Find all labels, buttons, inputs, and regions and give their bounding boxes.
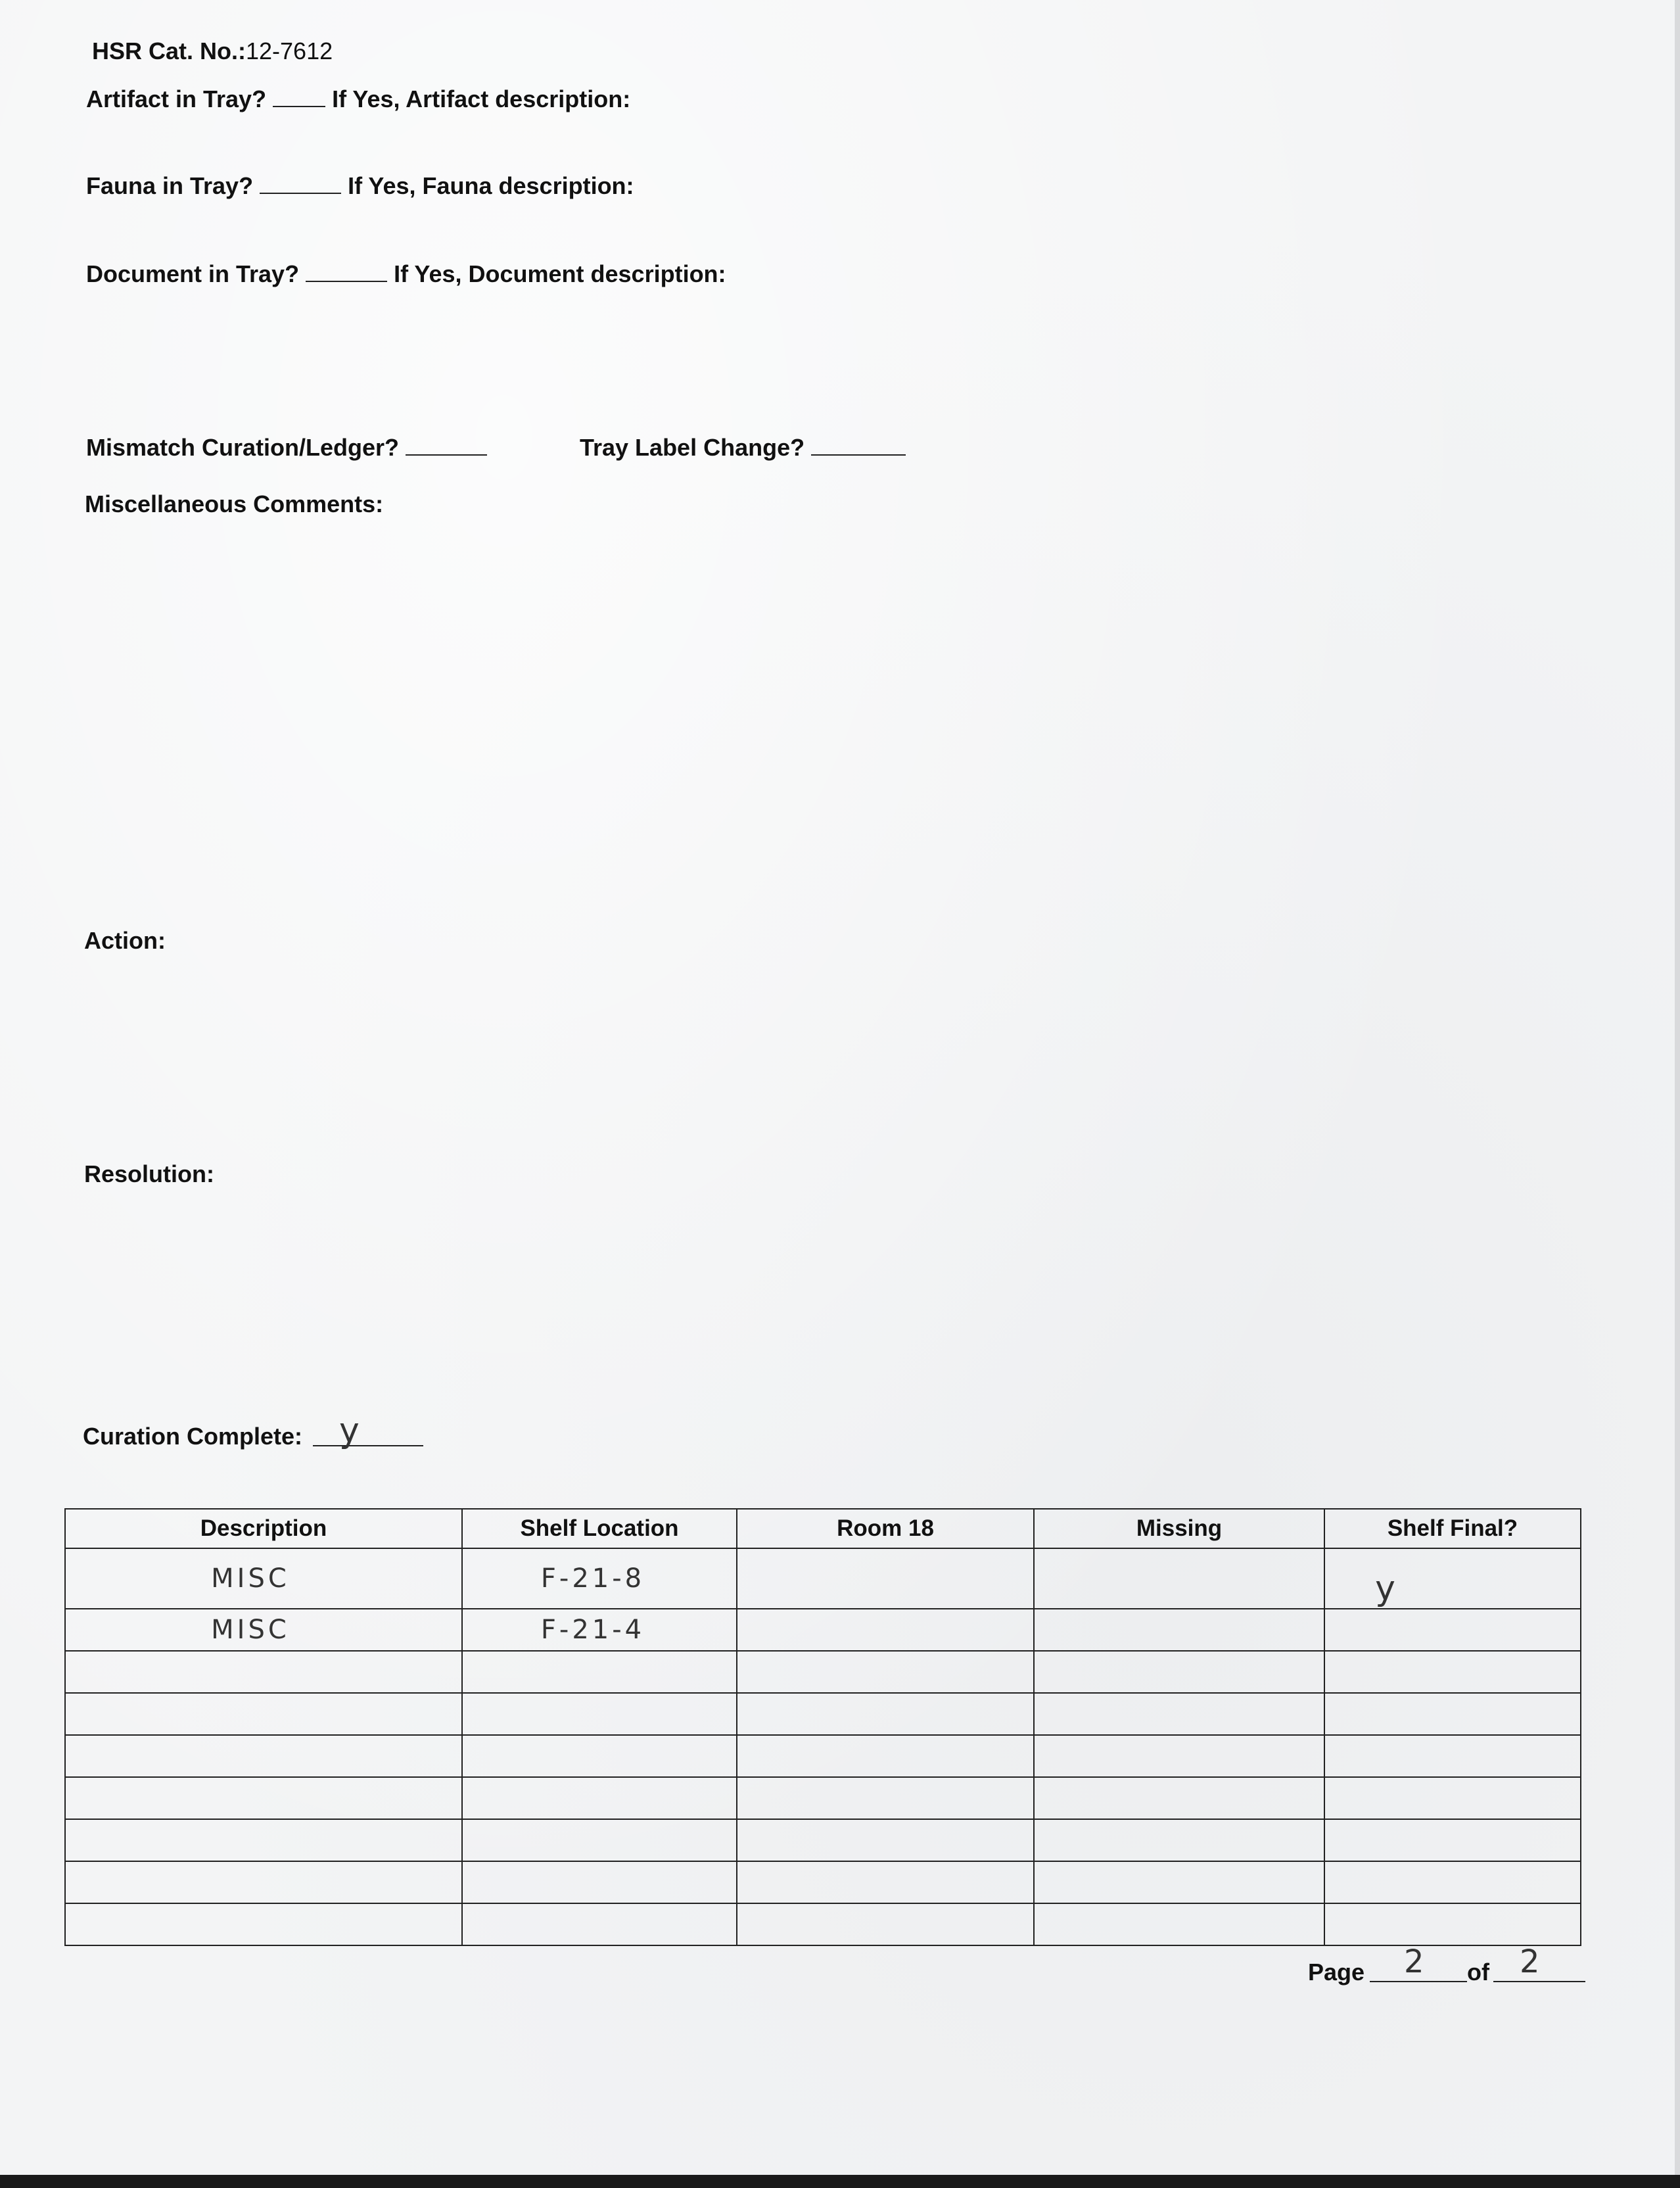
resolution-label: Resolution: xyxy=(84,1160,214,1187)
table-cell[interactable] xyxy=(65,1903,462,1945)
table-cell[interactable] xyxy=(737,1609,1034,1651)
curation-complete-value: y xyxy=(339,1411,362,1450)
table-cell[interactable] xyxy=(65,1609,462,1651)
header-description: Description xyxy=(65,1509,462,1548)
table-cell[interactable] xyxy=(1034,1548,1324,1609)
table-cell[interactable] xyxy=(65,1861,462,1903)
table-row xyxy=(65,1548,1581,1609)
tray-label-change-blank[interactable] xyxy=(811,435,906,456)
table-cell[interactable] xyxy=(1324,1861,1581,1903)
table-row xyxy=(65,1735,1581,1777)
table-cell[interactable] xyxy=(1324,1735,1581,1777)
table-cell[interactable] xyxy=(1034,1693,1324,1735)
shelf-table xyxy=(64,1508,1581,1946)
table-cell[interactable] xyxy=(1324,1693,1581,1735)
table-cell[interactable] xyxy=(462,1777,737,1819)
artifact-desc-label: If Yes, Artifact description: xyxy=(332,85,631,112)
page-blank[interactable] xyxy=(1370,1981,1467,1982)
table-header-row xyxy=(65,1509,1581,1548)
table-cell[interactable] xyxy=(737,1819,1034,1861)
table-cell[interactable] xyxy=(1034,1861,1324,1903)
tray-label-change-row xyxy=(580,435,906,460)
table-cell[interactable] xyxy=(462,1819,737,1861)
cell-value: MISC xyxy=(211,1563,290,1594)
table-cell[interactable] xyxy=(1034,1651,1324,1693)
table-cell[interactable] xyxy=(65,1819,462,1861)
table-cell[interactable] xyxy=(462,1861,737,1903)
header-shelf-location: Shelf Location xyxy=(462,1509,737,1548)
table-cell[interactable] xyxy=(65,1651,462,1693)
of-value: 2 xyxy=(1520,1943,1543,1980)
cat-number xyxy=(92,39,333,63)
scan-edge xyxy=(0,2175,1680,2188)
document-label: Document in Tray? xyxy=(86,260,300,287)
table-row xyxy=(65,1651,1581,1693)
mismatch-label: Mismatch Curation/Ledger? xyxy=(86,434,400,461)
table-cell[interactable] xyxy=(65,1777,462,1819)
tray-label-change-label: Tray Label Change? xyxy=(580,434,805,461)
table-cell[interactable] xyxy=(737,1735,1034,1777)
table-row xyxy=(65,1819,1581,1861)
table-cell[interactable] xyxy=(1034,1903,1324,1945)
table-cell[interactable] xyxy=(737,1777,1034,1819)
table-cell[interactable] xyxy=(462,1609,737,1651)
cell-value: F-21-8 xyxy=(540,1563,645,1594)
page-value: 2 xyxy=(1404,1943,1427,1980)
table-cell[interactable] xyxy=(462,1735,737,1777)
cell-value: F-21-4 xyxy=(540,1615,645,1645)
cat-number-label: HSR Cat. No.: xyxy=(92,37,246,64)
table-cell[interactable] xyxy=(1324,1548,1581,1609)
table-cell[interactable] xyxy=(737,1693,1034,1735)
cell-value: MISC xyxy=(211,1615,290,1645)
page-edge xyxy=(1675,0,1680,2188)
table-row xyxy=(65,1693,1581,1735)
misc-comments-label: Miscellaneous Comments: xyxy=(85,490,384,517)
mismatch-row xyxy=(86,435,487,460)
table-row xyxy=(65,1777,1581,1819)
fauna-row xyxy=(86,173,634,198)
table-cell[interactable] xyxy=(462,1693,737,1735)
table-cell[interactable] xyxy=(1034,1609,1324,1651)
header-missing: Missing xyxy=(1034,1509,1324,1548)
table-cell[interactable] xyxy=(65,1735,462,1777)
header-room-18: Room 18 xyxy=(737,1509,1034,1548)
table-cell[interactable] xyxy=(737,1651,1034,1693)
table-row xyxy=(65,1609,1581,1651)
table-cell[interactable] xyxy=(65,1693,462,1735)
table-cell[interactable] xyxy=(462,1903,737,1945)
curation-complete-blank[interactable] xyxy=(313,1445,423,1446)
table-cell[interactable] xyxy=(1034,1819,1324,1861)
fauna-label: Fauna in Tray? xyxy=(86,172,254,199)
table-cell[interactable] xyxy=(462,1548,737,1609)
mismatch-blank[interactable] xyxy=(406,435,487,456)
table-cell[interactable] xyxy=(1324,1819,1581,1861)
table-cell[interactable] xyxy=(1324,1651,1581,1693)
curation-complete-label: Curation Complete: xyxy=(83,1423,303,1450)
document-desc-label: If Yes, Document description: xyxy=(394,260,726,287)
fauna-desc-label: If Yes, Fauna description: xyxy=(348,172,634,199)
header-shelf-final: Shelf Final? xyxy=(1324,1509,1581,1548)
table-cell[interactable] xyxy=(462,1651,737,1693)
artifact-label: Artifact in Tray? xyxy=(86,85,267,112)
of-label: of xyxy=(1467,1959,1489,1986)
cat-number-value: 12-7612 xyxy=(246,37,333,64)
table-cell[interactable] xyxy=(737,1903,1034,1945)
table-cell[interactable] xyxy=(1324,1777,1581,1819)
table-cell[interactable] xyxy=(737,1548,1034,1609)
document-blank[interactable] xyxy=(306,261,387,282)
fauna-blank[interactable] xyxy=(260,173,341,194)
page-label: Page xyxy=(1308,1959,1365,1986)
table-cell[interactable] xyxy=(1034,1777,1324,1819)
cell-value: y xyxy=(1375,1569,1399,1608)
table-cell[interactable] xyxy=(65,1548,462,1609)
action-label: Action: xyxy=(84,927,166,954)
table-row xyxy=(65,1903,1581,1945)
table-cell[interactable] xyxy=(1324,1903,1581,1945)
table-cell[interactable] xyxy=(1034,1735,1324,1777)
table-row xyxy=(65,1861,1581,1903)
document-row xyxy=(86,261,726,286)
artifact-blank[interactable] xyxy=(273,86,325,107)
table-cell[interactable] xyxy=(737,1861,1034,1903)
artifact-row xyxy=(86,86,630,111)
table-cell[interactable] xyxy=(1324,1609,1581,1651)
of-blank[interactable] xyxy=(1493,1981,1585,1982)
